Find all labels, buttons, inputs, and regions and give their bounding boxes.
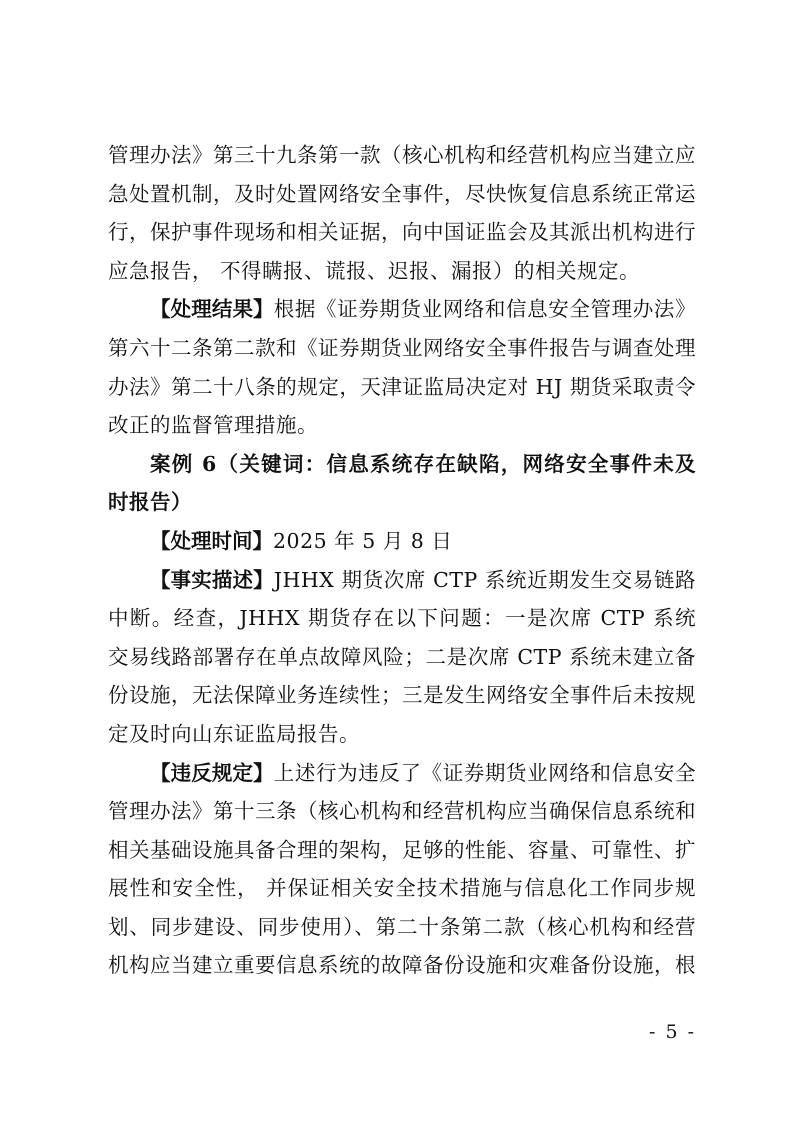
- result-text: 根据《证券期货业网络和信息安全管理办法》第六十二条第二款和《证券期货业网络安全事件报告与调查处理办法》第二十八条的规定，天津证监局决定对 HJ 期货采取责令改正的监督管理措施。: [108, 297, 697, 438]
- page-number: - 5 -: [648, 1021, 696, 1043]
- paragraph-violation: [108, 754, 696, 986]
- paragraph-facts: [108, 561, 696, 754]
- time-label: 【处理时间】: [150, 528, 273, 553]
- paragraph-time: [108, 522, 696, 561]
- violation-label: 【违反规定】: [150, 760, 274, 785]
- document-body: [108, 136, 696, 985]
- facts-label: 【事实描述】: [150, 567, 274, 592]
- case-heading: 案例 6（关键词：信息系统存在缺陷，网络安全事件未及时报告）: [108, 451, 696, 515]
- result-label: 【处理结果】: [150, 297, 274, 322]
- paragraph-continuation: 管理办法》第三十九条第一款（核心机构和经营机构应当建立应急处置机制，及时处置网络安全事件，尽快恢复信息系统正常运行，保护事件现场和相关证据，向中国证监会及其派出机构进行应急报告， 不得瞒报、谎报、迟报、漏报）的相关规定。: [108, 143, 696, 283]
- violation-text: 上述行为违反了《证券期货业网络和信息安全管理办法》第十三条（核心机构和经营机构应当确保信息系统和相关基础设施具备合理的架构，足够的性能、容量、可靠性、扩展性和安全性， 并保证相关安全技术措施与信息化工作同步规划、同步建设、同步使用）、第二十条第二款（核心机构和经营机构应当建立重要信息系统的故障备份设施和灾难备份设施，根: [108, 760, 697, 978]
- facts-text: JHHX 期货次席 CTP 系统近期发生交易链路中断。经查，JHHX 期货存在以下问题：一是次席 CTP 系统交易线路部署存在单点故障风险；二是次席 CTP 系统未建立备份设施，无法保障业务连续性；三是发生网络安全事件后未按规定及时向山东证监局报告。: [108, 567, 696, 746]
- paragraph-result: [108, 290, 696, 444]
- time-text: 2025 年 5 月 8 日: [273, 528, 453, 553]
